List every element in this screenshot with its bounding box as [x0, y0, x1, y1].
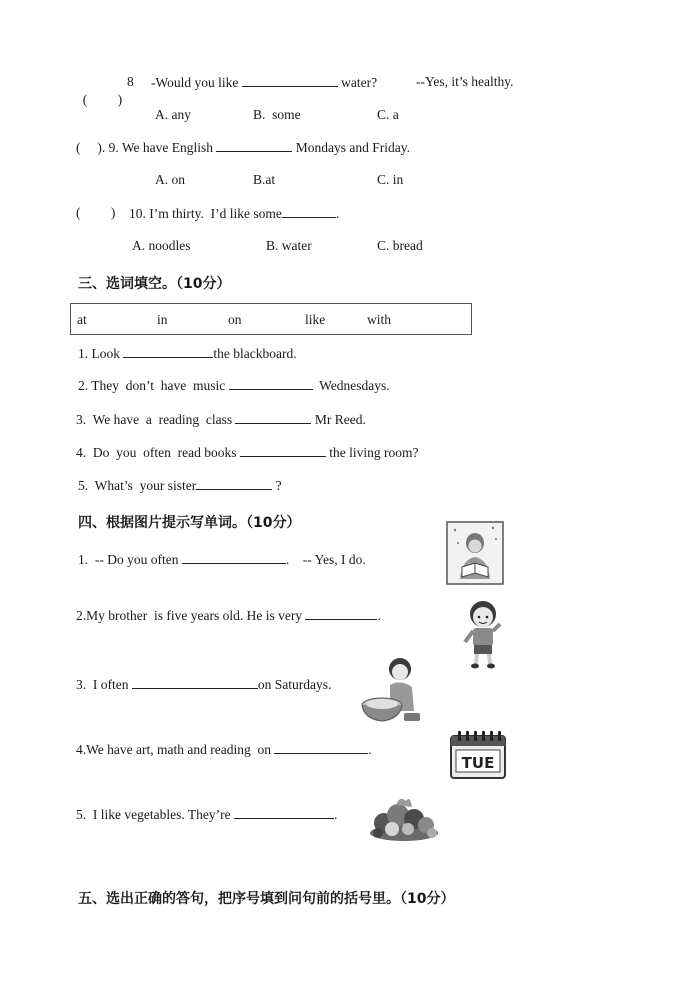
washing-clothes-picture	[360, 655, 424, 727]
s3-item-5: 5. What’s your sister ?	[78, 478, 282, 493]
q9-line: ( ). 9. We have English Mondays and Friday.	[76, 140, 411, 155]
q8-blank[interactable]	[242, 73, 338, 87]
s4-blank-3[interactable]	[132, 675, 258, 689]
s3-blank-1[interactable]	[123, 344, 213, 358]
q8-reply: --Yes, it’s healthy.	[416, 74, 514, 89]
s4-blank-4[interactable]	[274, 740, 368, 754]
s4-item-5: 5. I like vegetables. They’re .	[76, 807, 338, 822]
word-bank-word: on	[228, 312, 242, 327]
q8-option-b: B. some	[253, 107, 301, 122]
s4-blank-5[interactable]	[234, 805, 334, 819]
calendar-day-label: TUE	[461, 754, 495, 772]
s4-item-4: 4.We have art, math and reading on .	[76, 742, 372, 757]
word-bank-word: at	[77, 312, 87, 327]
s3-blank-5[interactable]	[196, 476, 272, 490]
word-bank-box	[70, 303, 472, 335]
word-bank-word: like	[305, 312, 326, 327]
q9-option-c: C. in	[377, 172, 404, 187]
boy-picture	[462, 598, 504, 670]
s4-item-3: 3. I often on Saturdays.	[76, 677, 332, 692]
s3-blank-3[interactable]	[235, 410, 311, 424]
s3-item-4: 4. Do you often read books the living room?	[76, 445, 419, 460]
q9-option-b: B.at	[253, 172, 276, 187]
s4-blank-2[interactable]	[305, 606, 377, 620]
q10-option-a: A. noodles	[132, 238, 191, 253]
s4-item-2: 2.My brother is five years old. He is very .	[76, 608, 381, 623]
q9-paren: ( )	[76, 140, 102, 155]
s4-blank-1[interactable]	[182, 550, 286, 564]
q9-blank[interactable]	[216, 138, 292, 152]
q10-option-c: C. bread	[377, 238, 423, 253]
s3-item-2: 2. They don’t have music Wednesdays.	[78, 378, 390, 393]
q8-stem: -Would you like water?	[151, 75, 378, 90]
q8-option-c: C. a	[377, 107, 399, 122]
s4-item-1: 1. -- Do you often . -- Yes, I do.	[78, 552, 366, 567]
q8-paren: ( )	[82, 92, 123, 107]
q10-paren: ( )	[76, 205, 116, 220]
q10-blank[interactable]	[282, 204, 336, 218]
q8-number: 8	[127, 74, 134, 89]
section4-heading: 四、根据图片提示写单词。（10分）	[78, 515, 301, 531]
word-bank-word: with	[367, 312, 392, 327]
s3-item-3: 3. We have a reading class Mr Reed.	[76, 412, 366, 427]
calendar-tue-picture	[447, 728, 509, 782]
section5-heading: 五、选出正确的答句，把序号填到问句前的括号里。（10分）	[78, 891, 455, 907]
q9-option-a: A. on	[155, 172, 185, 187]
s3-item-1: 1. Look the blackboard.	[78, 346, 297, 361]
reading-picture	[446, 521, 504, 585]
q10-option-b: B. water	[266, 238, 312, 253]
s3-blank-2[interactable]	[229, 376, 313, 390]
q10-stem: 10. I’m thirty. I’d like some .	[129, 206, 340, 221]
vegetables-picture	[366, 793, 442, 843]
section3-heading: 三、选词填空。（10分）	[78, 276, 231, 292]
q8-option-a: A. any	[155, 107, 191, 122]
word-bank-word: in	[157, 312, 168, 327]
s3-blank-4[interactable]	[240, 443, 326, 457]
q8-line	[76, 73, 122, 109]
